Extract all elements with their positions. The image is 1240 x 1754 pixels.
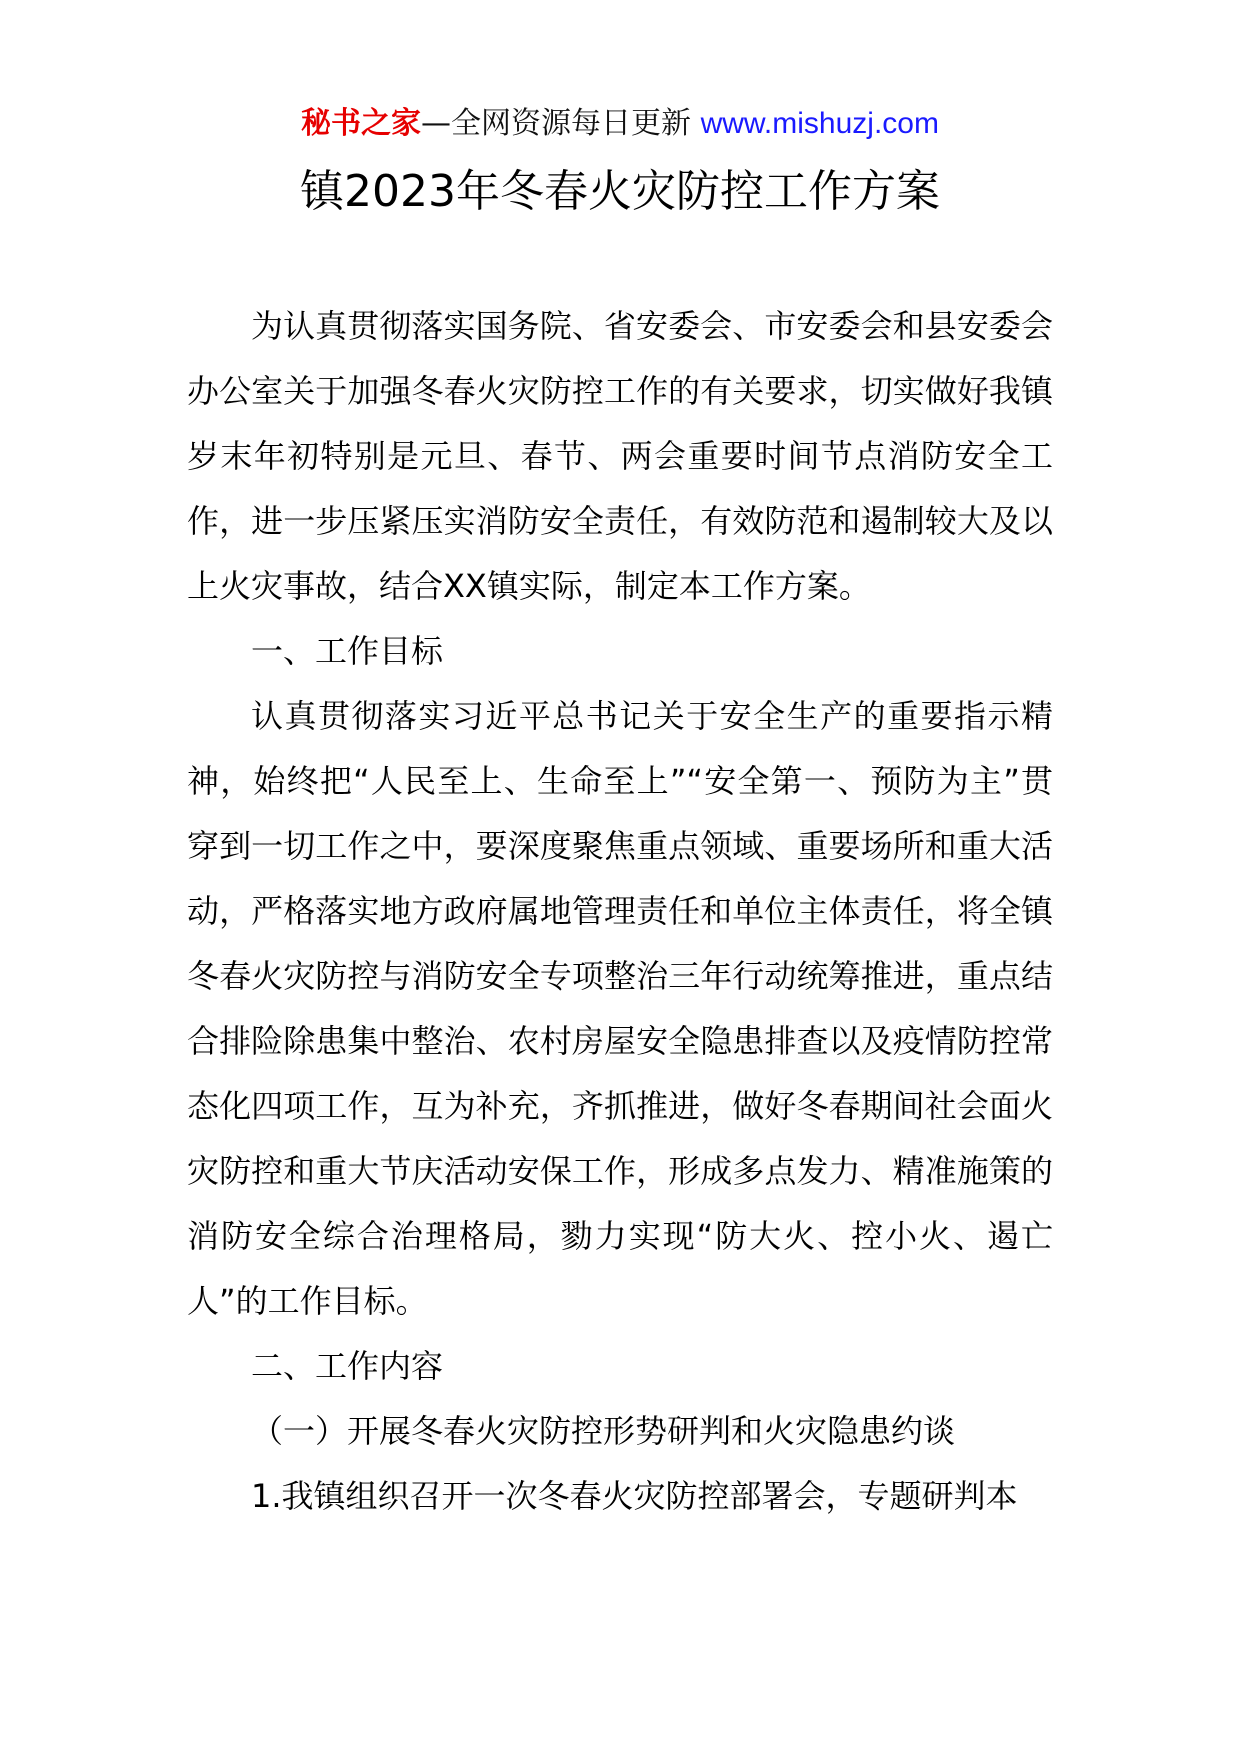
subsection-heading-1: （一）开展冬春火灾防控形势研判和火灾隐患约谈 [251,1412,956,1450]
site-url[interactable]: www.mishuzj.com [700,107,939,140]
site-slogan: —全网资源每日更新 [421,106,692,141]
document-body [187,294,1053,1529]
site-brand: 秘书之家 [301,106,422,141]
goals-paragraph: 认真贯彻落实习近平总书记关于安全生产的重要指示精神，始终把“人民至上、生命至上”“安全第一、预防为主”贯穿到一切工作之中，要深度聚焦重点领域、重要场所和重大活动，严格落实地方政府属地管理责任和单位主体责任，将全镇冬春火灾防控与消防安全专项整治三年行动统筹推进，重点结合排险除患集中整治、农村房屋安全隐患排查以及疫情防控常态化四项工作，互为补充，齐抓推进，做好冬春期间社会面火灾防控和重大节庆活动安保工作，形成多点发力、精准施策的消防安全综合治理格局，勠力实现“防大火、控小火、遏亡人”的工作目标。 [187,697,1053,1320]
document-title: 镇2023年冬春火灾防控工作方案 [300,166,940,217]
site-banner [0,103,1240,145]
item-paragraph-1: 1.我镇组织召开一次冬春火灾防控部署会，专题研判本 [251,1477,1018,1515]
section-heading-content: 二、工作内容 [251,1347,444,1385]
intro-paragraph: 为认真贯彻落实国务院、省安委会、市安委会和县安委会办公室关于加强冬春火灾防控工作的有关要求，切实做好我镇岁末年初特别是元旦、春节、两会重要时间节点消防安全工作，进一步压紧压实消防安全责任，有效防范和遏制较大及以上火灾事故，结合XX镇实际，制定本工作方案。 [187,307,1053,605]
section-heading-goals: 一、工作目标 [251,632,444,670]
